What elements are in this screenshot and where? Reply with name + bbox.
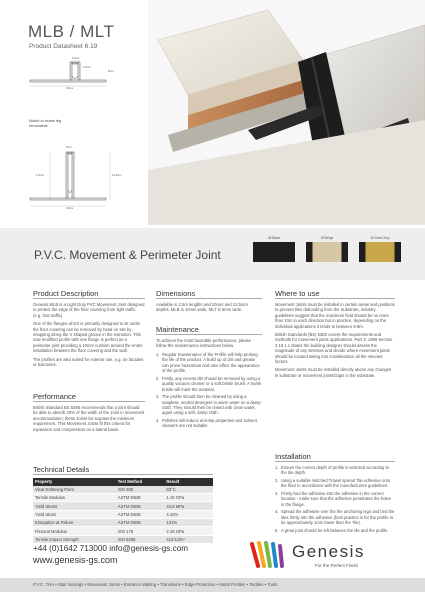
swatch-dark-grey-sample [359,242,401,262]
dim-label: 1.5mm [83,66,91,69]
table-row [33,510,213,518]
cell: 4.42% [164,510,213,518]
paragraph: British Standards (BS) 5385 covers the requirements and methods for movement joints applications. Part 3: 1989 Section 3 19.1.1 states the building designer should assess the magnitude of any stresses and decide where movement joints should be located taking into consideration all the relevant factors. [275,332,393,365]
list-item-text: A grout joint should be left between the tile and the profile. [281,527,389,533]
heading-performance: Performance [33,392,76,401]
list-item: 2. Using a suitable Notched Trowel spread Tile Adhesive onto the floor in accordance with the manufacturers guidelines. [275,478,391,489]
heading-where-to-use: Where to use [275,289,320,298]
installation-list [275,465,395,535]
divider [275,461,395,462]
list-item: 1. Ensure the correct depth of profile is selected according to the tile depth. [275,465,390,476]
performance-text [33,405,145,435]
dim-label: 8mm [108,70,114,73]
swatch-name: 20 Dark Grey [370,236,390,240]
column-header: Property [33,478,116,486]
list-item-text: Using a suitable Notched Trowel spread Tile Adhesive onto the floor in accordance with the manufacturers guidelines. [281,478,391,489]
table-row [33,502,213,510]
list-item-text: Polishes will reduce anti-slip properties and solvent cleaners are not suitable. [162,418,257,429]
logo-wordmark: Genesis [292,542,365,561]
cell: Flexural Modulus [33,527,116,535]
product-photo [148,0,425,225]
swatch-black [253,236,295,262]
table-row [33,527,213,535]
colour-swatches [253,236,403,270]
cell: Elongation at Failure [33,519,116,527]
swatch-beige [306,236,348,262]
installed-profile-illustration [148,0,425,225]
heading-technical-details: Technical Details [33,465,90,474]
table-row [33,493,213,501]
divider [156,298,262,299]
dim-label: 12.5mm [112,174,122,177]
contact-website[interactable]: www.genesis-gs.com [33,555,118,565]
cell: 131% [164,519,213,527]
list-item: 4. Polishes will reduce anti-slip properties and solvent cleaners are not suitable. [156,418,257,429]
dim-label: 10mm [66,207,74,210]
heading-dimensions: Dimensions [156,289,196,298]
genesis-logo-mark [248,540,288,570]
divider [33,298,145,299]
table-row [33,519,213,527]
cell: 1.19 GPa [164,493,213,501]
product-description-text [33,302,145,370]
paragraph: Movement Joints must be installed in certain areas and positions to prevent tiles debonding from the Substrate, industry guidelines suggest that the maximum field should be no more than 10m in each direction but in practice, depending on the individual applications it tends to between 5-8m. [275,302,395,329]
list-item: 5. A grout joint should be left between the tile and the profile. [275,527,389,533]
list-item: 3. The profile should then be cleaned by using a soapless, neutral detergent in warm water on a damp cloth. They should then be rinsed with clean water, again using a soft, damp cloth. [156,394,261,416]
cell: 413 kJ/m² [164,535,213,543]
product-subtitle: Product Datasheet 6.19 [29,43,98,50]
table-header-row [33,478,213,486]
contact-phone-email[interactable]: +44 (0)1642 713000 info@genesis-gs.com [33,544,189,553]
list-item-text: Regular maintenance of the Profile will help prolong the life of the product. A build up of dirt and grease can prove hazardous and also affect the appearance of the profile. [162,352,260,374]
cell: 2.18 GPa [164,527,213,535]
divider [275,298,395,299]
cell: ASTM D638 [116,502,165,510]
list-item-text: Firstly, any excess dirt should be removed by using a quality vacuum cleaner or a soft bristle brush. A harsh bristle will mark the material. [162,375,262,392]
dim-label: 10mm [72,57,80,60]
where-to-use-text [275,302,395,381]
maintenance-list [156,352,262,431]
cell: 83°C [164,486,213,494]
divider [156,334,262,335]
list-item: 1. Regular maintenance of the Profile will help prolong the life of the product. A build up of dirt and grease can prove hazardous and also affect the appearance of the profile. [156,352,260,374]
paragraph: The profiles are also suited for exterior use, e.g. on facades or balconies. [33,356,144,368]
list-item-text: Firmly bed the adhesive into the adhesive in the correct location - make sure that the adhesive penetrates the holes in the flange. [281,491,391,507]
list-item-text: Spread the adhesive over the the anchoring legs and bed the tiles firmly into the adhesive (best practice is for the profile to be approximately 1mm lower than the Tile). [281,509,395,526]
cell: Yield Stress [33,502,116,510]
dim-label: 1.5mm [36,174,44,177]
profile-diagram [28,57,123,220]
cell: ASTM D638 [116,493,165,501]
divider [33,474,213,475]
cell: ISO 306 [116,486,165,494]
swatch-dark-grey [359,236,401,262]
table-row [33,486,213,494]
cell: 44.8 MPa [164,502,213,510]
column-header: Test Method [116,478,165,486]
logo-tagline: For the Perfect Finish [315,563,359,568]
swatch-name: 45 Black [267,236,281,240]
dim-label: 10mm [66,87,74,90]
list-item: 2. Firstly, any excess dirt should be removed by using a quality vacuum cleaner or a soft bristle brush. A harsh bristle will mark the material. [156,375,262,392]
profile-cross-section [28,60,123,220]
maintenance-intro: To achieve the most favorable performance, please follow the maintenance instructions below. [156,338,251,349]
table-row [33,535,213,543]
list-item: 3. Firmly bed the adhesive into the adhesive in the correct location - make sure that the adhesive penetrates the holes in the flange. [275,491,391,507]
cell: ISO 178 [116,527,165,535]
cell: ISO 8256 [116,535,165,543]
heading-product-description: Product Description [33,289,99,298]
cell: Vicat Softening Point [33,486,116,494]
dimensions-text: Available in 2.5m lengths and 10mm and 12.5mm depths. MLB is 10mm wide, MLT is 5mm wide. [156,302,248,313]
section-title: P.V.C. Movement & Perimeter Joint [34,248,221,262]
list-item: 4. Spread the adhesive over the the anchoring legs and bed the tiles firmly into the adhesive (best practice is for the profile to be approximately 1mm lower than the Tile). [275,509,395,526]
divider [33,401,145,402]
heading-installation: Installation [275,452,311,461]
swatch-black-sample [253,242,295,262]
cell: ASTM D638 [116,510,165,518]
list-item-text: Ensure the correct depth of profile is selected according to the tile depth. [281,465,390,476]
heading-maintenance: Maintenance [156,325,199,334]
swatch-beige-sample [306,242,348,262]
paragraph: One of the flanges which is primarily designed to sit under the floor covering can be removed by hand on site by snapping along the V shaped groove in the extrusion. This now modified profile with one flange is perfect as a perimeter joint providing a 10mm cushion around the entire installation between the floor covering and the wall. [33,321,143,354]
dim-label: 6mm [66,146,72,149]
cell: Tensile Impact Strength [33,535,116,543]
paragraph: Genesis MLB is a Light Duty PVC Movement Joint designed to protect the edge of the floor covering from light traffic (e.g. foot traffic). [33,302,145,318]
list-item-text: The profile should then be cleaned by using a soapless, neutral detergent in warm water on a damp cloth. They should then be rinsed with clean water, again using a soft, damp cloth. [162,394,261,416]
notch-note: Notch to make leg removable [29,118,62,128]
cell: Tensile Modulus [33,493,116,501]
paragraph: Movement Joints must be installed directly above any changes in substrate or movement joints/Gaps in the substrate. [275,367,392,378]
cell: Yield Strain [33,510,116,518]
footer-product-list: P.V.C. Trim • Stair Nosings • Movement Joints • Entrance Matting • Transitions • Edge Protection • Metal Profiles • Tactiles • Tools [33,582,278,587]
product-title: MLB / MLT [28,22,115,41]
column-header: Result [164,478,213,486]
paragraph: British Standard BS 5385 recommends that a joint should be able to absorb 20% of the width of the Joint in movement accommodation; these Joints far surpass the minimum requirement. This Movement Joints fit this criteria for expansion and compression on a lateral basis. [33,405,145,432]
technical-details-table [33,478,213,544]
cell: ASTM D638 [116,519,165,527]
swatch-name: 25 Beige [320,236,334,240]
